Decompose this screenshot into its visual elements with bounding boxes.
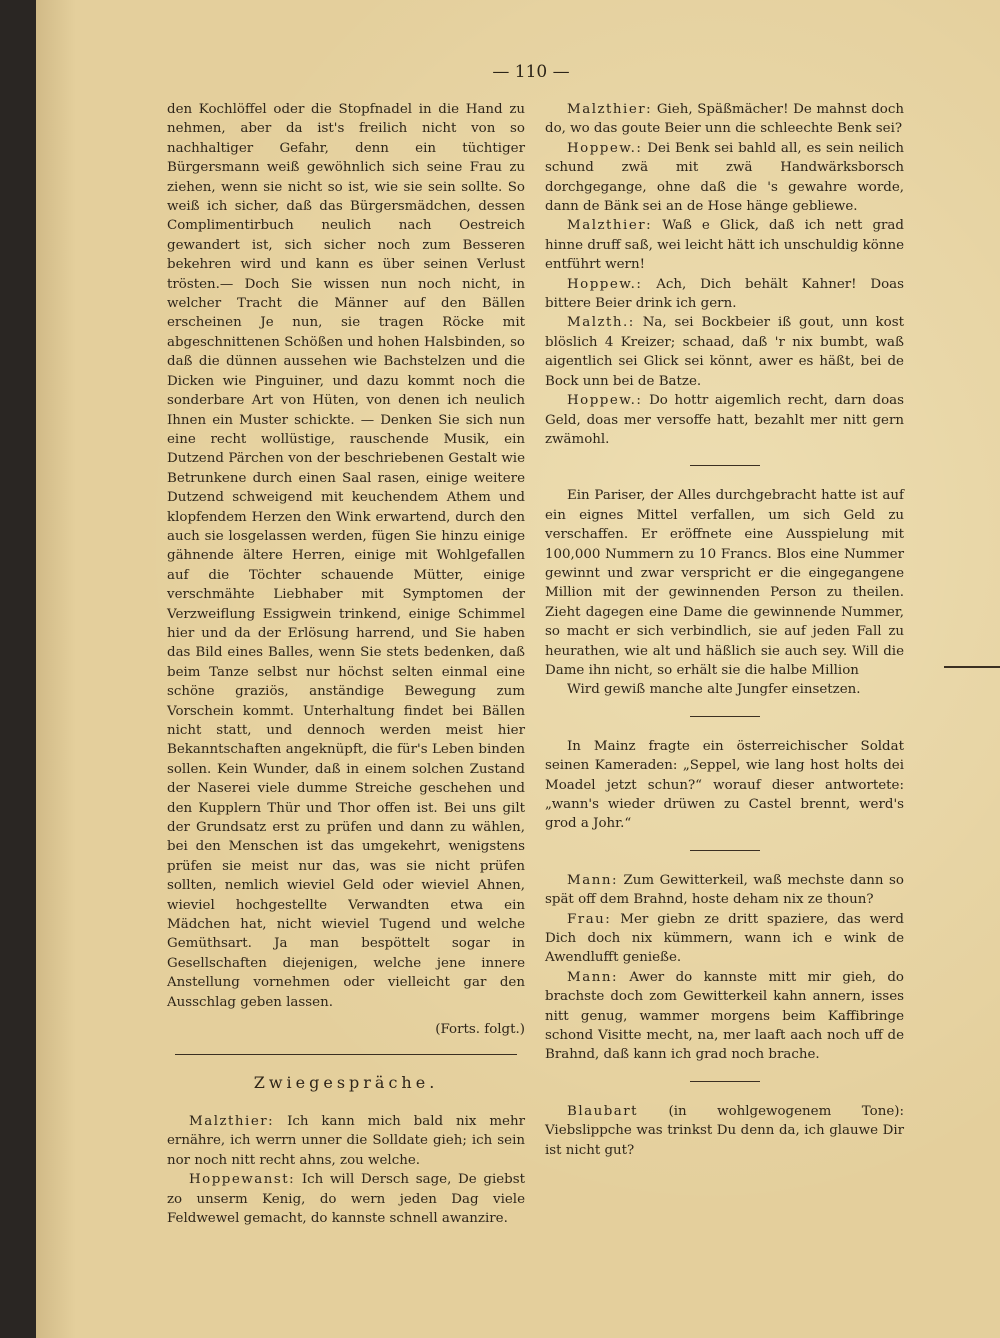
dialog-text: Mer giebn ze dritt spaziere, das werd Dich doch nix kümmern, wann ich e wink de Awendlufft genieße.: [545, 911, 904, 966]
speaker-name: Malzthier:: [567, 102, 653, 117]
speaker-name: Malzth.:: [567, 315, 635, 331]
item-divider: [690, 1081, 760, 1082]
dialog-text: Na, sei Bockbeier iß gout, unn kost blöslich 4 Kreizer; schaad, daß 'r nix bumbt, waß aigentlich sei Glick sei könnt, awer es häßt, bei de Bock unn bei de Batze.: [545, 315, 904, 389]
dialog-line: [545, 139, 904, 217]
dialog-text: Gieh, Späßmächer! De mahnst doch do, wo das goute Beier unn die schleechte Benk sei?: [545, 102, 904, 137]
dialog-text: Awer do kannste mitt mir gieh, do brachste doch zom Gewitterkeil kahn annern, isses nitt genug, wammer morgens beim Kaffibringe schond Visitte mecht, na, mer laaft aach noch uff de Brahnd, daß kann ich grad noch brache.: [545, 969, 904, 1063]
speaker-name: Hoppew.:: [567, 140, 643, 156]
speaker-name: Blaubart: [567, 1103, 639, 1119]
article-body: den Kochlöffel oder die Stopfnadel in die Hand zu nehmen, aber da ist's freilich nicht von so nachhaltiger Gefahr, denn ein tüchtiger Bürgersmann weiß gewöhnlich sich seine Frau zu ziehen, wenn sie nicht so ist, wie sie sein sollte. So weiß ich sicher, daß das Bürgersmädchen, dessen Complimentirbuch neulich nach Oestreich gewandert ist, sich sicher noch zum Besseren bekehren wird und kann es über seinen Verlust trösten.— Doch Sie wissen nun noch nicht, in welcher Tracht die Männer auf den Bällen erscheinen Je nun, sie tragen Röcke mit abgeschnittenen Schößen und hohen Halsbinden, so daß die dünnen aussehen wie Bachstelzen und die Dicken wie Pinguiner, und dazu kommt noch die sonderbare Art von Hüten, von denen ich neulich Ihnen ein Muster schickte. — Denken Sie sich nun eine recht wollüstige, rauschende Musik, ein Dutzend Pärchen von der beschriebenen Gestalt wie Betrunkene durch einen Saal rasen, einige weitere Dutzend schweigend mit keuchendem Athem und klopfendem Herzen den Wink erwartend, durch den auch sie losgelassen werden, fügen Sie hinzu einige gähnende ältere Herren, einige mit Wohlgefallen auf die Töchter schauende Mütter, einige verschmähte Liebhaber mit Symptomen der Verzweiflung Essigwein trinkend, einige Schimmel hier und da der Erlösung harrend, und Sie haben das Bild eines Balles, wenn Sie stets bedenken, daß beim Tanze selbst nur höchst selten einmal eine schöne graziös, anständige Bewegung zum Vorschein kommt. Unterhaltung findet bei Bällen nicht statt, und dennoch werden meist hier Bekanntschaften angeknüpft, die für's Leben binden sollen. Kein Wunder, daß in einem solchen Zustand der Naserei viele dumme Streiche geschehen und den Kupplern Thür und Thor offen ist. Bei uns gilt der Grundsatz erst zu prüfen und dann zu wählen, bei den Menschen ist das umgekehrt, wenigstens prüfen sie meist nur das, was sie nicht prüfen sollten, nemlich wieviel Geld oder wieviel Ahnen, wieviel hochgestellte Verwandten etwa ein Mädchen hat, nicht wieviel Tugend und welche Gemüthsart. Ja man bespöttelt sogar in Gesellschaften diejenigen, welche jene innere Anstellung vornehmen oder vielleicht gar den Ausschlag geben lassen.: [167, 102, 525, 1010]
paris-news-item: Ein Pariser, der Alles durchgebracht hatte ist auf ein eignes Mittel verfallen, um sich Geld zu verschaffen. Er eröffnete eine Ausspielung mit 100,000 Nummern zu 10 Francs. Blos eine Nummer gewinnt und zwar verspricht er die eingegangene Million mit der gewinnenden Person zu theilen. Zieht dagegen eine Dame die gewinnende Nummer, so macht er sich verbindlich, sie auf jeden Fall zu heurathen, wie alt und häßlich sie auch sey. Will die Dame ihn nicht, so erhält sie die halbe Million: [545, 488, 904, 678]
speaker-name: Hoppew.:: [567, 393, 643, 409]
continuation-note: (Forts. folgt.): [435, 1022, 525, 1038]
dialog-line: [545, 100, 904, 139]
dialog-line: [545, 910, 904, 968]
speaker-name: Hoppew.:: [567, 276, 643, 292]
dialog-text: Ich will Dersch sage, De giebst zo unserm Kenig, do wern jeden Dag viele Feldwewel gemacht, do kannste schnell awanzire.: [167, 1172, 525, 1226]
dialog-line: [167, 1170, 525, 1228]
speaker-name: Frau:: [567, 911, 612, 927]
speaker-name: Hoppewanst:: [189, 1172, 296, 1188]
speaker-name: Malzthier:: [567, 218, 653, 234]
page-number: — 110 —: [492, 62, 570, 82]
dialog-text: Zum Gewitterkeil, waß mechste dann so spät off dem Brahnd, hoste deham nix ze thoun?: [545, 872, 904, 908]
dialog-text: Waß e Glick, daß ich nett grad hinne druff saß, wei leicht hätt ich unschuldig könne entführt wern!: [545, 218, 904, 273]
dialog-heading: Zwiegespräche.: [253, 1072, 439, 1092]
stage-direction: (in wohlgewogenem Tone):: [668, 1103, 904, 1119]
dialog-text: Do hottr aigemlich recht, darn doas Geld, doas mer versoffe hatt, bezahlt mer nitt gern zwämohl.: [545, 393, 904, 447]
item-divider: [690, 850, 760, 851]
dialog-line: [545, 216, 904, 274]
dialog-text: Viebslippche was trinkst Du denn da, ich glauwe Dir ist nicht gut?: [545, 1123, 904, 1158]
dialog-text: Ach, Dich behält Kahner! Doas bittere Beier drink ich gern.: [545, 276, 904, 312]
right-column: [545, 100, 904, 1160]
margin-ink-mark: [944, 666, 1000, 668]
item-divider: [690, 465, 760, 466]
speaker-name: Malzthier:: [189, 1113, 275, 1129]
dialog-text: Ich kann mich bald nix mehr ernähre, ich werrn unner die Solldate gieh; ich sein nor noch nitt recht ahns, zou welche.: [167, 1113, 525, 1168]
dialog-line: [167, 1112, 525, 1170]
dialog-line: [545, 968, 904, 1065]
item-divider: [690, 716, 760, 717]
dialog-line: [545, 391, 904, 449]
paris-news-tail: Wird gewiß manche alte Jungfer einsetzen.: [567, 682, 861, 698]
speaker-name: Mann:: [567, 872, 618, 888]
speaker-name: Mann:: [567, 969, 618, 985]
dialog-line: [545, 871, 904, 910]
dialog-line: [545, 275, 904, 314]
left-column: [167, 100, 525, 1228]
newspaper-page: [36, 0, 1000, 1338]
bluebeard-line: [545, 1102, 904, 1160]
dialog-line: [545, 313, 904, 391]
dialog-text: Dei Benk sei bahld all, es sein neilich schund zwä mit zwä Handwärksborsch dorchgegange, ohne daß die 's gewahre worde, dann de Bänk sei an de Hose hänge gebliewe.: [545, 140, 904, 215]
section-divider: [175, 1054, 517, 1055]
mainz-news-item: In Mainz fragte ein österreichischer Soldat seinen Kameraden: „Seppel, wie lang host holts dei Moadel jetzt schun?“ worauf dieser antwortete: „wann's wieder drüwen zu Castel brennt, werd's grod a Johr.“: [545, 738, 904, 832]
